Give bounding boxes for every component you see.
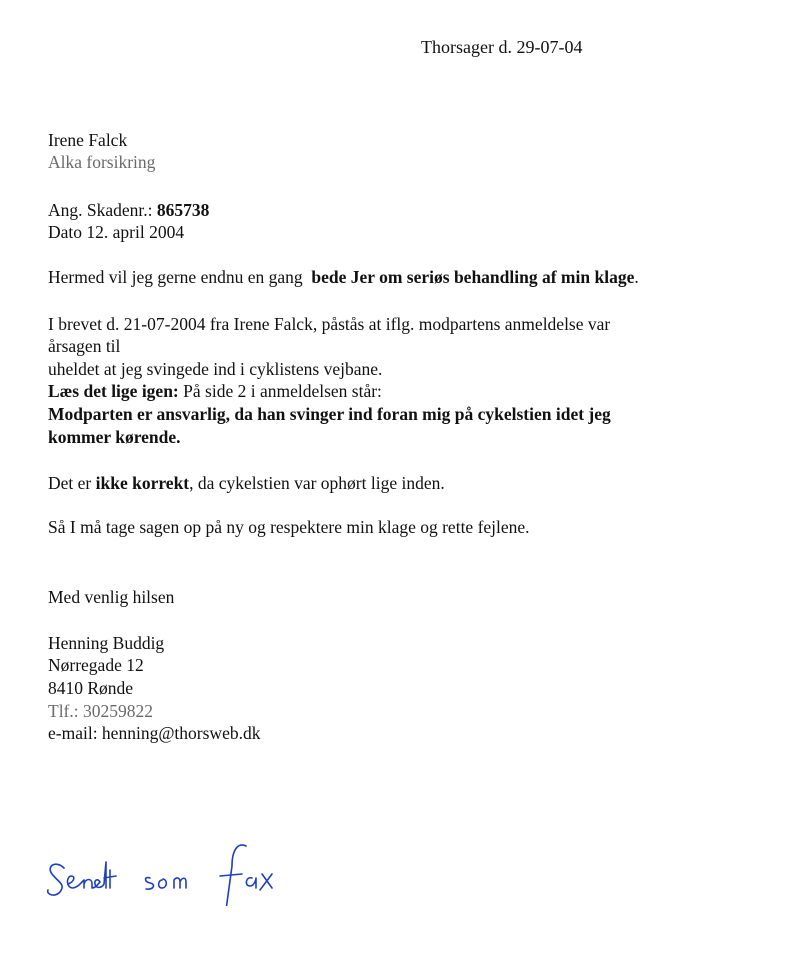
- paragraph-letter-line-1: I brevet d. 21-07-2004 fra Irene Falck, påstås at iflg. modpartens anmeldelse var: [48, 314, 611, 334]
- read-again-emphasis: Læs det lige igen:: [48, 381, 179, 401]
- paragraph-not-correct: [48, 472, 445, 494]
- quote-line-2: kommer kørende.: [48, 427, 181, 447]
- request-text: Hermed vil jeg gerne endnu en gang: [48, 267, 312, 287]
- paragraph-conclusion: Så I må tage sagen op på ny og respektere min klage og rette fejlene.: [48, 517, 530, 537]
- reference-line: [48, 199, 209, 221]
- paragraph-letter-line-3: uheldet at jeg svingede ind i cyklistens vejbane.: [48, 359, 383, 379]
- request-end: .: [634, 267, 639, 287]
- read-again-text: På side 2 i anmeldelsen står:: [178, 381, 382, 401]
- handwritten-note: [40, 826, 310, 906]
- reference-label: Ang. Skadenr.:: [48, 200, 157, 220]
- quote-line-1: Modparten er ansvarlig, da han svinger ind foran mig på cykelstien idet jeg: [48, 404, 611, 424]
- paragraph-letter-line-2: årsagen til: [48, 336, 121, 356]
- paragraph-request: [48, 266, 639, 288]
- not-correct-emphasis: ikke korrekt: [95, 473, 190, 493]
- request-emphasis: bede Jer om seriøs behandling af min klage: [311, 267, 635, 287]
- recipient-name: Irene Falck: [48, 130, 128, 150]
- sender-email: e-mail: henning@thorsweb.dk: [48, 723, 261, 743]
- sender-name: Henning Buddig: [48, 633, 165, 653]
- not-correct-after: , da cykelstien var ophørt lige inden.: [189, 473, 445, 493]
- not-correct-before: Det er: [48, 473, 96, 493]
- claim-number: 865738: [156, 200, 210, 220]
- sender-street: Nørregade 12: [48, 655, 144, 675]
- closing-greeting: Med venlig hilsen: [48, 587, 175, 607]
- paragraph-letter-line-4: [48, 380, 382, 402]
- recipient-company: Alka forsikring: [48, 152, 156, 172]
- date-line: Thorsager d. 29-07-04: [421, 37, 583, 57]
- reference-date: Dato 12. april 2004: [48, 222, 185, 242]
- sender-city: 8410 Rønde: [48, 678, 134, 698]
- sender-phone: Tlf.: 30259822: [48, 701, 153, 721]
